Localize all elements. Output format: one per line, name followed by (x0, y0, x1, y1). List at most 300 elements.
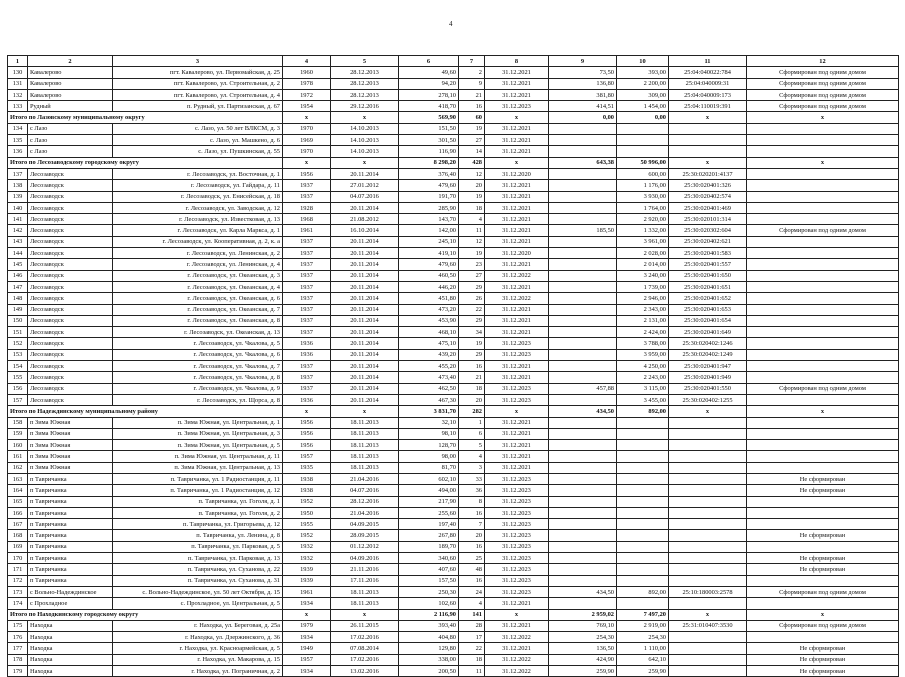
table-row (8, 180, 899, 191)
table-cell: 3 115,00 (617, 383, 669, 394)
table-cell: 169 (8, 541, 28, 552)
table-cell: 24 (459, 586, 485, 597)
table-cell: x (485, 157, 549, 168)
table-cell: 467,30 (399, 394, 459, 405)
table-cell: x (283, 112, 331, 123)
table-cell (747, 462, 899, 473)
table-cell (549, 259, 617, 270)
table-cell: 1957 (283, 451, 331, 462)
table-cell: п. Тавричанка, ул. Ленина, д. 8 (113, 530, 283, 541)
table-cell (669, 564, 747, 575)
table-cell: 1937 (283, 259, 331, 270)
table-cell: 26 (459, 293, 485, 304)
table-cell: 31.12.2023 (485, 507, 549, 518)
table-cell: 136 (8, 146, 28, 157)
table-cell (669, 417, 747, 428)
table-cell: 4 (459, 451, 485, 462)
table-cell: 31.12.2023 (485, 496, 549, 507)
table-cell: 31.12.2022 (485, 654, 549, 665)
table-cell: 31.12.2021 (485, 372, 549, 383)
table-cell: 18.11.2013 (331, 428, 399, 439)
table-cell: 142,00 (399, 225, 459, 236)
table-cell (669, 632, 747, 643)
table-cell: пгт. Кавалерово, ул. Строительная, д. 4 (113, 89, 283, 100)
table-cell: 141 (459, 609, 485, 620)
table-cell: 468,10 (399, 327, 459, 338)
table-cell: 152 (8, 338, 28, 349)
column-header: 8 (485, 56, 549, 67)
table-cell: 2 919,00 (617, 620, 669, 631)
table-row (8, 507, 899, 518)
table-cell: 149 (8, 304, 28, 315)
table-cell: 33 (459, 473, 485, 484)
table-cell: п. Тавричанка, ул. Гоголя, д. 2 (113, 507, 283, 518)
table-cell: 479,60 (399, 180, 459, 191)
table-cell: Лесозаводск (28, 361, 113, 372)
table-cell: Сформирован под одним домом (747, 225, 899, 236)
column-header: 1 (8, 56, 28, 67)
table-cell: 28.12.2013 (331, 89, 399, 100)
table-cell: 25:30:020402:1249 (669, 349, 747, 360)
table-cell: п Тавричанка (28, 496, 113, 507)
table-cell: 18.11.2013 (331, 440, 399, 451)
table-cell: 2 243,00 (617, 372, 669, 383)
table-cell (617, 146, 669, 157)
table-cell: пгт. Кавалерово, ул. Первомайская, д. 25 (113, 67, 283, 78)
table-cell: 200,50 (399, 666, 459, 677)
table-cell: г. Лесозаводск, ул. Чкалова, д. 7 (113, 361, 283, 372)
table-cell: г. Лесозаводск, ул. Заводская, д. 12 (113, 202, 283, 213)
table-cell: 20.11.2014 (331, 372, 399, 383)
table-cell: 176 (8, 632, 28, 643)
table-cell: Лесозаводск (28, 270, 113, 281)
table-row (8, 462, 899, 473)
table-cell: Сформирован под одним домом (747, 89, 899, 100)
table-cell (549, 473, 617, 484)
table-cell (549, 575, 617, 586)
table-cell: Лесозаводск (28, 168, 113, 179)
table-cell: 2 920,00 (617, 214, 669, 225)
table-cell: Не сформирован (747, 654, 899, 665)
table-cell (549, 394, 617, 405)
table-cell: 2 343,00 (617, 304, 669, 315)
table-row (8, 575, 899, 586)
table-cell: г. Лесозаводск, ул. Океанская, д. 3 (113, 270, 283, 281)
table-cell: 455,20 (399, 361, 459, 372)
table-cell (669, 519, 747, 530)
table-cell: 9 (459, 78, 485, 89)
table-cell: 25:30:020401:649 (669, 327, 747, 338)
table-cell: 25:30:020401:557 (669, 259, 747, 270)
table-cell (549, 372, 617, 383)
table-cell: 155 (8, 372, 28, 383)
table-cell: 7 497,20 (617, 609, 669, 620)
table-cell: 18.11.2013 (331, 451, 399, 462)
table-cell: 160 (8, 440, 28, 451)
table-cell (549, 236, 617, 247)
table-row (8, 553, 899, 564)
table-cell (747, 259, 899, 270)
table-cell: с Лазо (28, 146, 113, 157)
table-cell: Сформирован под одним домом (747, 101, 899, 112)
table-cell (747, 507, 899, 518)
table-cell: Кавалерово (28, 78, 113, 89)
table-cell: 153 (8, 349, 28, 360)
table-cell: x (283, 157, 331, 168)
table-row (8, 598, 899, 609)
table-cell: 2 014,00 (617, 259, 669, 270)
table-cell: 31.12.2021 (485, 191, 549, 202)
table-cell: 340,60 (399, 553, 459, 564)
table-cell: 31.12.2023 (485, 553, 549, 564)
table-cell: 473,40 (399, 372, 459, 383)
table-row (8, 440, 899, 451)
table-cell: г. Лесозаводск, ул. Восточная, д. 1 (113, 168, 283, 179)
table-cell (747, 214, 899, 225)
table-row (8, 372, 899, 383)
table-cell (549, 123, 617, 134)
table-cell: 25 (459, 553, 485, 564)
table-cell: 140 (8, 202, 28, 213)
table-cell: Лесозаводск (28, 202, 113, 213)
table-cell: 3 959,00 (617, 349, 669, 360)
table-cell (549, 598, 617, 609)
table-cell: Лесозаводск (28, 214, 113, 225)
table-cell: 133 (8, 101, 28, 112)
table-row (8, 519, 899, 530)
table-row (8, 89, 899, 100)
table-cell: 04.07.2016 (331, 485, 399, 496)
table-cell: 31.12.2022 (485, 666, 549, 677)
table-cell: 171 (8, 564, 28, 575)
table-cell: 102,60 (399, 598, 459, 609)
table-cell: п Тавричанка (28, 541, 113, 552)
table-cell: 25:30:020401:947 (669, 361, 747, 372)
table-cell: г. Находка, ул. Макарова, д. 15 (113, 654, 283, 665)
table-cell (747, 428, 899, 439)
table-row (8, 632, 899, 643)
table-cell: Находка (28, 632, 113, 643)
table-cell (747, 293, 899, 304)
table-cell: 25:04:110019:391 (669, 101, 747, 112)
table-cell: 23 (459, 259, 485, 270)
table-cell: 131 (8, 78, 28, 89)
table-cell: 31.12.2020 (485, 248, 549, 259)
table-cell: 4 (459, 214, 485, 225)
table-cell: 3 455,00 (617, 394, 669, 405)
table-cell: 20.11.2014 (331, 248, 399, 259)
table-cell: 1956 (283, 168, 331, 179)
table-cell (747, 123, 899, 134)
table-cell: 32,10 (399, 417, 459, 428)
table-cell (549, 553, 617, 564)
table-cell: 434,50 (549, 406, 617, 417)
table-cell: 1937 (283, 327, 331, 338)
table-cell (549, 146, 617, 157)
table-cell: 28.12.2013 (331, 67, 399, 78)
table-cell: 73,50 (549, 67, 617, 78)
table-cell: 25:30:020401:651 (669, 281, 747, 292)
table-cell: 145 (8, 259, 28, 270)
table-cell: 1956 (283, 417, 331, 428)
table-cell (549, 496, 617, 507)
table-cell: 7 (459, 519, 485, 530)
table-cell: x (669, 112, 747, 123)
table-cell: п Зима Южная (28, 417, 113, 428)
table-cell: 185,50 (549, 225, 617, 236)
table-cell: п. Тавричанка, ул. 1 Радиостанция, д. 11 (113, 473, 283, 484)
table-cell: 21.04.2016 (331, 473, 399, 484)
table-cell: x (485, 406, 549, 417)
table-cell: 16 (459, 575, 485, 586)
table-cell: 0,00 (617, 112, 669, 123)
table-cell: Не сформирован (747, 666, 899, 677)
table-row (8, 383, 899, 394)
table-cell: 424,90 (549, 654, 617, 665)
table-cell: 479,60 (399, 259, 459, 270)
table-cell: 20.11.2014 (331, 383, 399, 394)
table-cell: 49,60 (399, 67, 459, 78)
table-cell: 20.11.2014 (331, 315, 399, 326)
table-cell (747, 270, 899, 281)
table-cell: г. Находка, ул. Береговая, д. 25а (113, 620, 283, 631)
table-cell: 25:30:020401:652 (669, 293, 747, 304)
table-cell: 1937 (283, 293, 331, 304)
table-cell: 31.12.2023 (485, 338, 549, 349)
table-cell (669, 123, 747, 134)
table-cell: 01.12.2012 (331, 541, 399, 552)
table-cell: п. Зима Южная, ул. Центральная, д. 5 (113, 440, 283, 451)
table-cell: 5 (459, 440, 485, 451)
column-header: 7 (459, 56, 485, 67)
table-cell: п. Тавричанка, ул. Парковая, д. 5 (113, 541, 283, 552)
table-cell: 1932 (283, 553, 331, 564)
table-cell: 1937 (283, 315, 331, 326)
table-cell: п. Тавричанка, ул. Суханова, д. 22 (113, 564, 283, 575)
table-cell: x (331, 112, 399, 123)
table-cell: 31.12.2021 (485, 598, 549, 609)
table-row (8, 293, 899, 304)
table-cell: 20.11.2014 (331, 270, 399, 281)
table-cell: 6 (459, 428, 485, 439)
table-cell (747, 451, 899, 462)
table-cell: 1979 (283, 620, 331, 631)
table-row (8, 236, 899, 247)
table-cell: 18.11.2013 (331, 417, 399, 428)
table-cell: Лесозаводск (28, 372, 113, 383)
table-cell: 116,90 (399, 146, 459, 157)
table-cell: г. Лесозаводск, ул. Океанская, д. 13 (113, 327, 283, 338)
table-cell (617, 428, 669, 439)
table-cell: 11 (459, 225, 485, 236)
table-cell: 25:30:020201:4137 (669, 168, 747, 179)
table-cell (669, 598, 747, 609)
table-cell (747, 191, 899, 202)
table-cell: п Тавричанка (28, 485, 113, 496)
table-cell: 29 (459, 281, 485, 292)
table-cell: 177 (8, 643, 28, 654)
table-cell (669, 135, 747, 146)
table-cell: 141 (8, 214, 28, 225)
table-cell: п. Зима Южная, ул. Центральная, д. 3 (113, 428, 283, 439)
table-cell: 1961 (283, 586, 331, 597)
table-cell: 255,60 (399, 507, 459, 518)
table-cell: 2 946,00 (617, 293, 669, 304)
table-cell: п. Зима Южная, ул. Центральная, д. 11 (113, 451, 283, 462)
table-cell (549, 293, 617, 304)
table-cell: 18 (459, 202, 485, 213)
table-cell: 2 116,90 (399, 609, 459, 620)
table-row (8, 361, 899, 372)
table-cell: 31.12.2021 (485, 202, 549, 213)
table-cell: Лесозаводск (28, 236, 113, 247)
table-cell (549, 507, 617, 518)
table-cell (549, 338, 617, 349)
table-cell: 13.02.2016 (331, 666, 399, 677)
table-cell: 1939 (283, 575, 331, 586)
table-cell: 25:30:020402:621 (669, 236, 747, 247)
table-cell (617, 135, 669, 146)
table-cell: 17 (459, 632, 485, 643)
table-row (8, 304, 899, 315)
table-cell: 136,80 (549, 78, 617, 89)
table-cell: 151,50 (399, 123, 459, 134)
table-cell: 31.12.2023 (485, 394, 549, 405)
table-cell: Сформирован под одним домом (747, 67, 899, 78)
table-cell: 1937 (283, 248, 331, 259)
table-cell: 1937 (283, 180, 331, 191)
table-cell (747, 417, 899, 428)
table-row (8, 654, 899, 665)
table-cell: 31.12.2021 (485, 89, 549, 100)
table-cell: 31.12.2021 (485, 236, 549, 247)
table-cell: 25:04:040022:784 (669, 67, 747, 78)
table-cell: 1972 (283, 89, 331, 100)
table-cell (669, 507, 747, 518)
table-cell: 1956 (283, 440, 331, 451)
table-cell: 3 831,70 (399, 406, 459, 417)
table-cell: x (331, 157, 399, 168)
table-cell: 2 028,00 (617, 248, 669, 259)
table-cell: Сформирован под одним домом (747, 620, 899, 631)
table-cell: г. Лесозаводск, ул. Океанская, д. 7 (113, 304, 283, 315)
table-cell: Находка (28, 654, 113, 665)
table-cell (747, 394, 899, 405)
table-cell: 285,90 (399, 202, 459, 213)
table-cell: 18 (459, 654, 485, 665)
table-cell: 179 (8, 666, 28, 677)
table-cell: 267,80 (399, 530, 459, 541)
table-cell: г. Лесозаводск, ул. Чкалова, д. 5 (113, 338, 283, 349)
table-cell (669, 146, 747, 157)
table-cell: x (669, 406, 747, 417)
table-cell: 1978 (283, 78, 331, 89)
table-cell: 142 (8, 225, 28, 236)
table-cell: 20.11.2014 (331, 168, 399, 179)
table-cell: 28 (459, 620, 485, 631)
table-cell: 278,10 (399, 89, 459, 100)
table-cell (617, 440, 669, 451)
table-row (8, 564, 899, 575)
table-cell: 475,10 (399, 338, 459, 349)
table-cell: 1961 (283, 225, 331, 236)
table-cell: 892,00 (617, 406, 669, 417)
table-cell: Рудный (28, 101, 113, 112)
table-cell: Кавалерово (28, 67, 113, 78)
table-cell (617, 530, 669, 541)
table-cell: 1937 (283, 372, 331, 383)
table-row (8, 473, 899, 484)
table-cell: п Тавричанка (28, 519, 113, 530)
table-cell: Лесозаводск (28, 338, 113, 349)
table-cell (669, 666, 747, 677)
table-row (8, 666, 899, 677)
table-cell: 20 (459, 180, 485, 191)
table-cell (617, 553, 669, 564)
table-cell: 148 (8, 293, 28, 304)
table-cell: 19 (459, 248, 485, 259)
table-cell: 1932 (283, 541, 331, 552)
table-cell (747, 236, 899, 247)
table-cell: 144 (8, 248, 28, 259)
table-row (8, 78, 899, 89)
table-cell: 20.11.2014 (331, 394, 399, 405)
table-cell: 404,80 (399, 632, 459, 643)
table-cell: 31.12.2022 (485, 293, 549, 304)
table-cell: 0,00 (549, 112, 617, 123)
table-cell: 1957 (283, 654, 331, 665)
table-cell: 162 (8, 462, 28, 473)
table-cell: 31.12.2023 (485, 473, 549, 484)
table-cell: 154 (8, 361, 28, 372)
table-cell (669, 541, 747, 552)
table-cell: Находка (28, 666, 113, 677)
table-cell: 31.12.2021 (485, 78, 549, 89)
table-cell: п. Зима Южная, ул. Центральная, д. 1 (113, 417, 283, 428)
table-cell: 16 (459, 541, 485, 552)
table-cell: 254,30 (549, 632, 617, 643)
table-cell: 20.11.2014 (331, 236, 399, 247)
table-cell: 1954 (283, 101, 331, 112)
subtotal-row (8, 609, 899, 620)
table-cell: 36 (459, 485, 485, 496)
table-cell (747, 135, 899, 146)
table-cell: 259,90 (549, 666, 617, 677)
table-cell (747, 632, 899, 643)
table-cell: 98,10 (399, 428, 459, 439)
table-cell: x (331, 609, 399, 620)
table-cell: 161 (8, 451, 28, 462)
table-cell: г. Лесозаводск, ул. Чкалова, д. 6 (113, 349, 283, 360)
table-cell (549, 417, 617, 428)
table-cell: 1934 (283, 632, 331, 643)
table-cell: г. Лесозаводск, ул. Чкалова, д. 8 (113, 372, 283, 383)
table-cell: 1952 (283, 496, 331, 507)
table-cell: 07.08.2014 (331, 643, 399, 654)
table-cell: 165 (8, 496, 28, 507)
table-cell: 31.12.2021 (485, 361, 549, 372)
table-cell (669, 575, 747, 586)
table-cell: 2 200,00 (617, 78, 669, 89)
table-row (8, 315, 899, 326)
table-cell: 434,50 (549, 586, 617, 597)
table-cell: 25:30:020402:574 (669, 191, 747, 202)
table-cell: 31.12.2023 (485, 575, 549, 586)
table-cell: 150 (8, 315, 28, 326)
table-cell: 460,50 (399, 270, 459, 281)
table-cell: 1970 (283, 123, 331, 134)
table-cell: 25:30:020302:604 (669, 225, 747, 236)
